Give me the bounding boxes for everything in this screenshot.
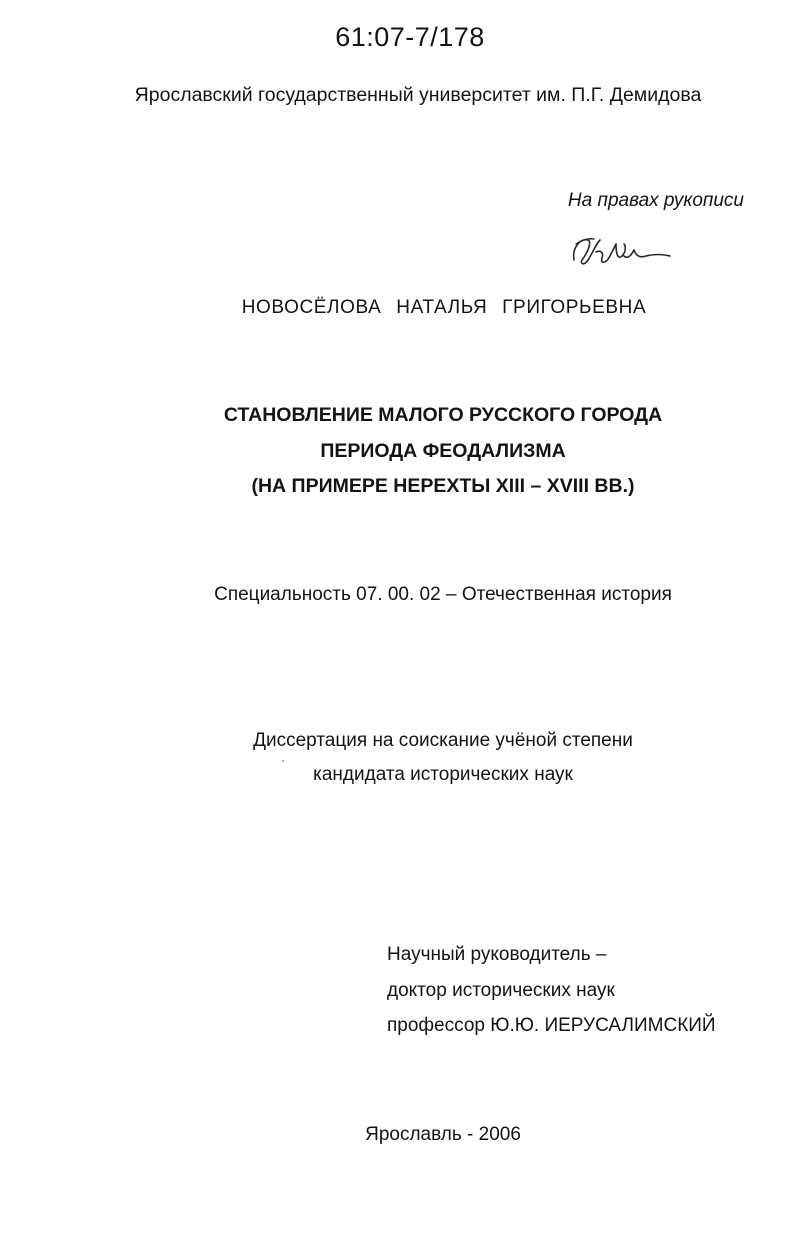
city-and-year: Ярославль - 2006 [365,1124,521,1145]
supervisor-role: Научный руководитель – [387,944,607,965]
dissertation-title-line-3: (НА ПРИМЕРЕ НЕРЕХТЫ XIII – XVIII ВВ.) [251,475,635,497]
manuscript-rights-note: На правах рукописи [567,190,744,211]
specialty-line: Специальность 07. 00. 02 – Отечественная история [214,584,672,605]
dissertation-title-line-1: СТАНОВЛЕНИЕ МАЛОГО РУССКОГО ГОРОДА [223,404,663,426]
degree-line-2: кандидата исторических наук [313,764,573,785]
catalog-number: 61:07-7/178 [335,22,485,52]
degree-line-1: Диссертация на соискание учёной степени [253,730,633,751]
supervisor-degree: доктор исторических наук [387,980,615,1001]
university-name: Ярославский государственный университет им. П.Г. Демидова [134,84,702,106]
supervisor-name: профессор Ю.Ю. ИЕРУСАЛИМСКИЙ [387,1015,716,1036]
scan-speck [282,760,284,762]
signature-image [566,230,676,274]
author-name: НОВОСЁЛОВА НАТАЛЬЯ ГРИГОРЬЕВНА [241,297,647,318]
dissertation-title-line-2: ПЕРИОДА ФЕОДАЛИЗМА [320,440,566,462]
